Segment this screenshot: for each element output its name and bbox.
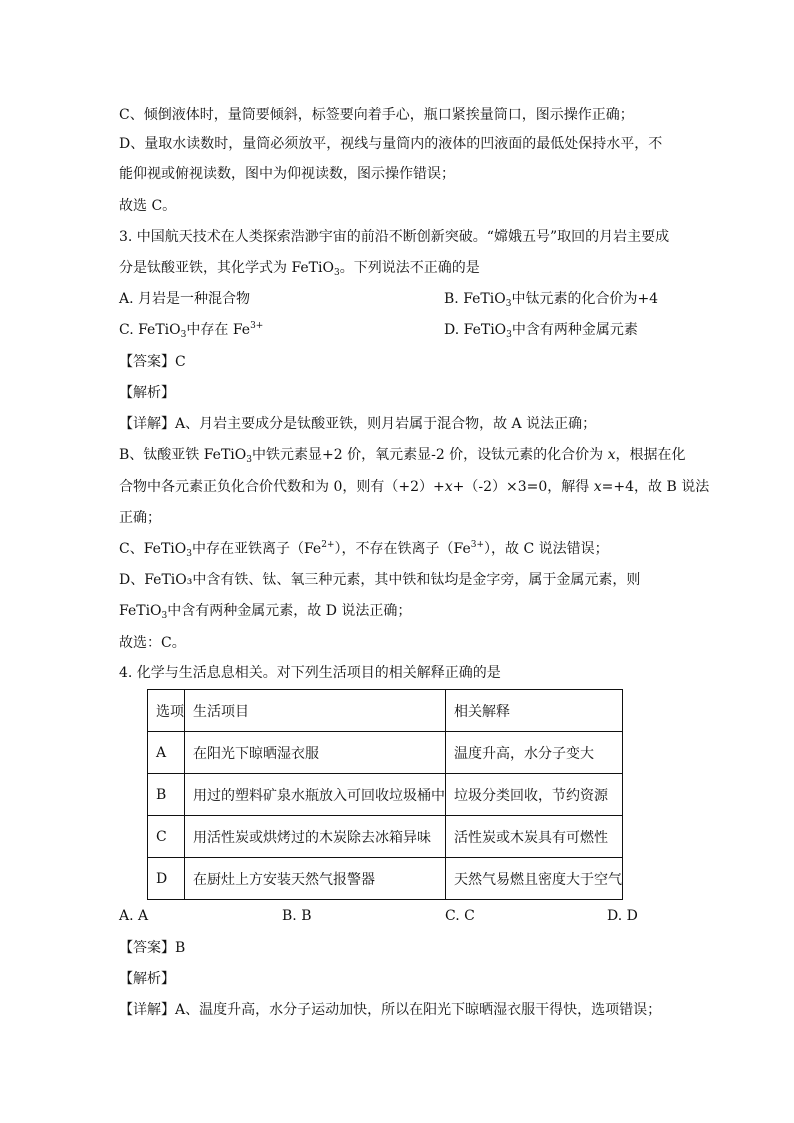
- table-cell: 用过的塑料矿泉水瓶放入可回收垃圾桶中: [185, 774, 446, 816]
- q3-detail-d-continued: FeTiO$_3$中含有两种金属元素，故 D 说法正确；: [119, 603, 412, 621]
- table-cell: 天然气易燃且密度大于空气: [446, 858, 623, 900]
- q3-option-a: A. 月岩是一种混合物: [119, 291, 251, 307]
- question-4-stem: 4. 化学与生活息息相关。对下列生活项目的相关解释正确的是: [119, 665, 501, 681]
- q4-option-b: B. B: [282, 908, 312, 924]
- table-cell: B: [148, 774, 185, 816]
- text-line: C、倾倒液体时，量筒要倾斜，标签要向着手心，瓶口紧挨量筒口，图示操作正确；: [119, 107, 634, 123]
- q4-option-c: C. C: [445, 908, 475, 924]
- q4-option-d: D. D: [607, 908, 638, 924]
- table-header-cell: 相关解释: [446, 690, 623, 732]
- q3-detail-b-continued: 合物中各元素正负化合价代数和为 0，则有（+2）+x+（-2）×3=0，解得 x=+4，故 B 说法: [119, 479, 710, 495]
- table-cell: 在厨灶上方安装天然气报警器: [185, 858, 446, 900]
- q3-detail-b-end: 正确；: [119, 510, 161, 526]
- question-3-stem: 3. 中国航天技术在人类探索浩渺宇宙的前沿不断创新突破。“嫦娥五号”取回的月岩主要成: [119, 229, 670, 245]
- table-cell: C: [148, 816, 185, 858]
- text-line: D、量取水读数时，量筒必须放平，视线与量筒内的液体的凹液面的最低处保持水平，不: [119, 136, 663, 152]
- table-cell: 在阳光下晾晒湿衣服: [185, 732, 446, 774]
- q3-detail-b: B、钛酸亚铁 FeTiO$_3$中铁元素显+2 价，氧元素显-2 价，设钛元素的化合价为 x，根据在化: [119, 447, 686, 465]
- text-line: 能仰视或俯视读数，图中为仰视读数，图示操作错误；: [119, 166, 455, 182]
- q4-option-a: A. A: [119, 908, 149, 924]
- q3-conclusion: 故选：C。: [119, 635, 186, 651]
- table-cell: 用活性炭或烘烤过的木炭除去冰箱异味: [185, 816, 446, 858]
- table-header-cell: 选项: [148, 690, 185, 732]
- question-3-stem-continued: 分是钛酸亚铁，其化学式为 FeTiO$_3$。下列说法不正确的是: [119, 260, 480, 278]
- q3-option-b: B. FeTiO$_3$中钛元素的化合价为+4: [444, 291, 659, 309]
- q4-answer: 【答案】B: [119, 940, 186, 956]
- table-row: [148, 816, 623, 858]
- table-header-row: [148, 690, 623, 732]
- q4-analysis-label: 【解析】: [119, 971, 175, 987]
- table-cell: D: [148, 858, 185, 900]
- q3-answer: 【答案】C: [119, 354, 186, 370]
- table-cell: 活性炭或木炭具有可燃性: [446, 816, 623, 858]
- table-cell: 垃圾分类回收，节约资源: [446, 774, 623, 816]
- table-cell: 温度升高，水分子变大: [446, 732, 623, 774]
- table-row: [148, 858, 623, 900]
- q3-detail-d: D、FeTiO₃中含有铁、钛、氧三种元素，其中铁和钛均是金字旁，属于金属元素，则: [119, 572, 641, 588]
- q3-option-c: C. FeTiO$_3$中存在 $Fe^{3+}$: [119, 321, 264, 340]
- q3-detail-a: 【详解】A、月岩主要成分是钛酸亚铁，则月岩属于混合物，故 A 说法正确；: [119, 416, 597, 432]
- q3-detail-c: C、FeTiO$_3$中存在亚铁离子$(Fe^{2+})$，不存在铁离子$(Fe^{3+})$，故 C 说法错误；: [119, 540, 609, 559]
- q3-analysis-label: 【解析】: [119, 385, 175, 401]
- table-cell: A: [148, 732, 185, 774]
- q3-option-d: D. FeTiO$_3$中含有两种金属元素: [444, 322, 638, 340]
- q4-table: [147, 689, 623, 900]
- table-header-cell: 生活项目: [185, 690, 446, 732]
- text-line: 故选 C。: [119, 198, 177, 214]
- q4-detail-a: 【详解】A、温度升高，水分子运动加快，所以在阳光下晾晒湿衣服干得快，选项错误；: [119, 1002, 662, 1018]
- table-row: [148, 732, 623, 774]
- table-row: [148, 774, 623, 816]
